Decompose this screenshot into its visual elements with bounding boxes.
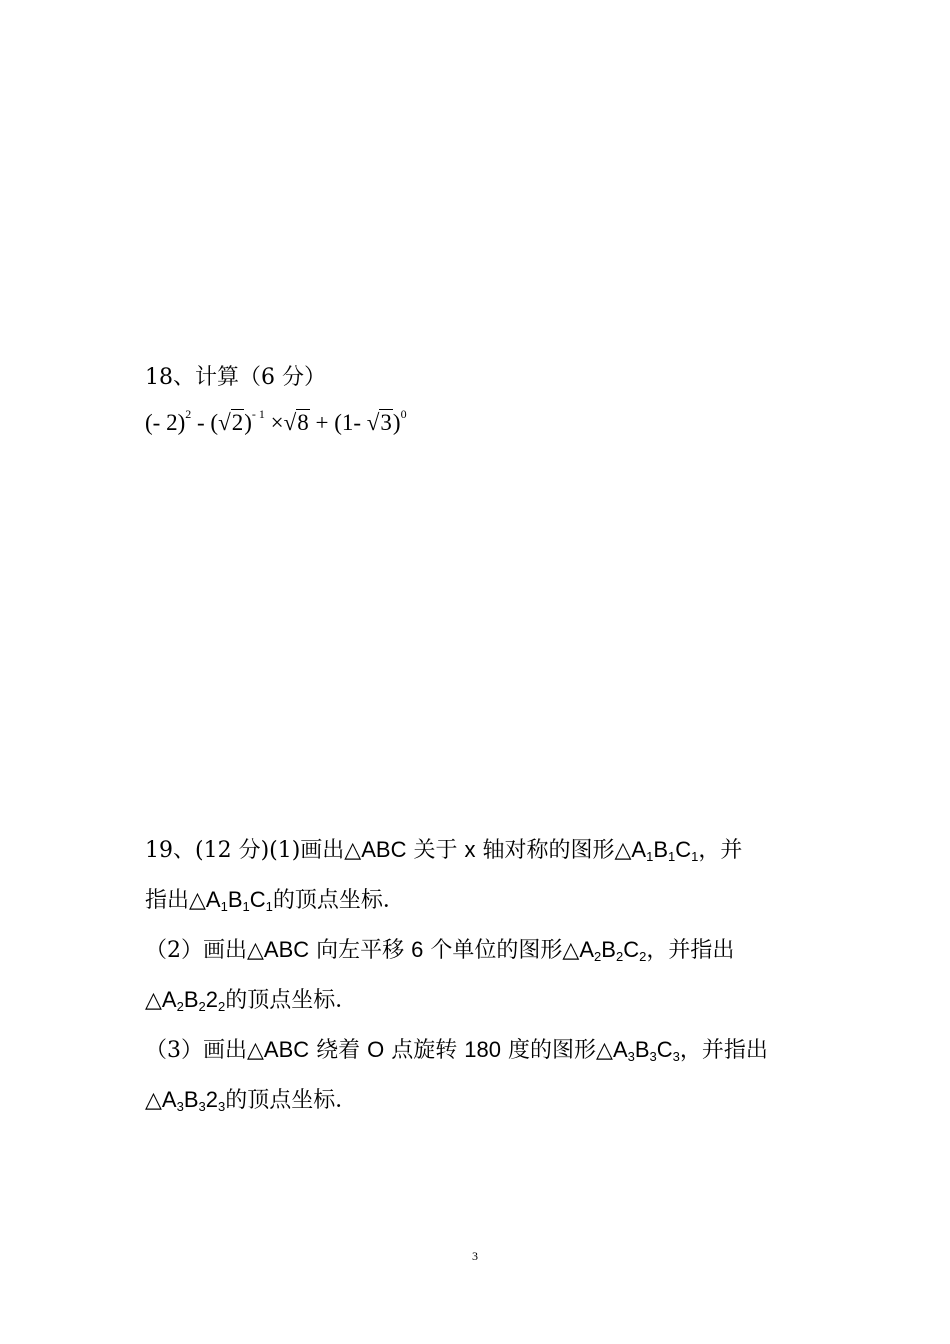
question-19-line-5: （3）画出△ABC 绕着 O 点旋转 180 度的图形$\triangle A_3B_3C_3$，并指出 [145, 1037, 768, 1064]
formula-exponent: 2 [185, 407, 192, 421]
question-19-line-6: $\triangle A_3B_32_3$的顶点坐标． [145, 1087, 358, 1114]
sqrt-3: √3 [366, 410, 392, 435]
formula-operator: × [270, 410, 284, 435]
formula-term: (- 2) [145, 410, 186, 435]
sqrt-2: √2 [218, 410, 244, 435]
formula-exponent: - 1 [251, 407, 265, 421]
formula-operator: - [196, 410, 205, 435]
question-19-line-4: $\triangle A_2B_22_2$的顶点坐标． [145, 987, 358, 1014]
question-19-line-1: 19、(12 分)(1)画出△ABC 关于 x 轴对称的图形$\triangle A_1B_1C_1$，并 [145, 837, 743, 864]
formula-paren: ( [210, 410, 219, 435]
formula-exponent: 0 [400, 407, 407, 421]
question-19-line-3: （2）画出△ABC 向左平移 6 个单位的图形$\triangle A_2B_2C_2$，并指出 [145, 937, 735, 964]
question-18-heading: 18、计算（6 分） [145, 365, 326, 390]
page-number: 3 [472, 1249, 478, 1263]
formula-paren: ) [244, 410, 252, 435]
question-18-formula [145, 407, 407, 436]
formula-paren: ) [392, 410, 401, 435]
formula-operator: + [315, 410, 329, 435]
sqrt-8: √8 [283, 410, 309, 435]
formula-paren: (1- [334, 410, 362, 435]
question-19-line-2: 指出$\triangle A_1B_1C_1$的顶点坐标． [145, 887, 405, 914]
